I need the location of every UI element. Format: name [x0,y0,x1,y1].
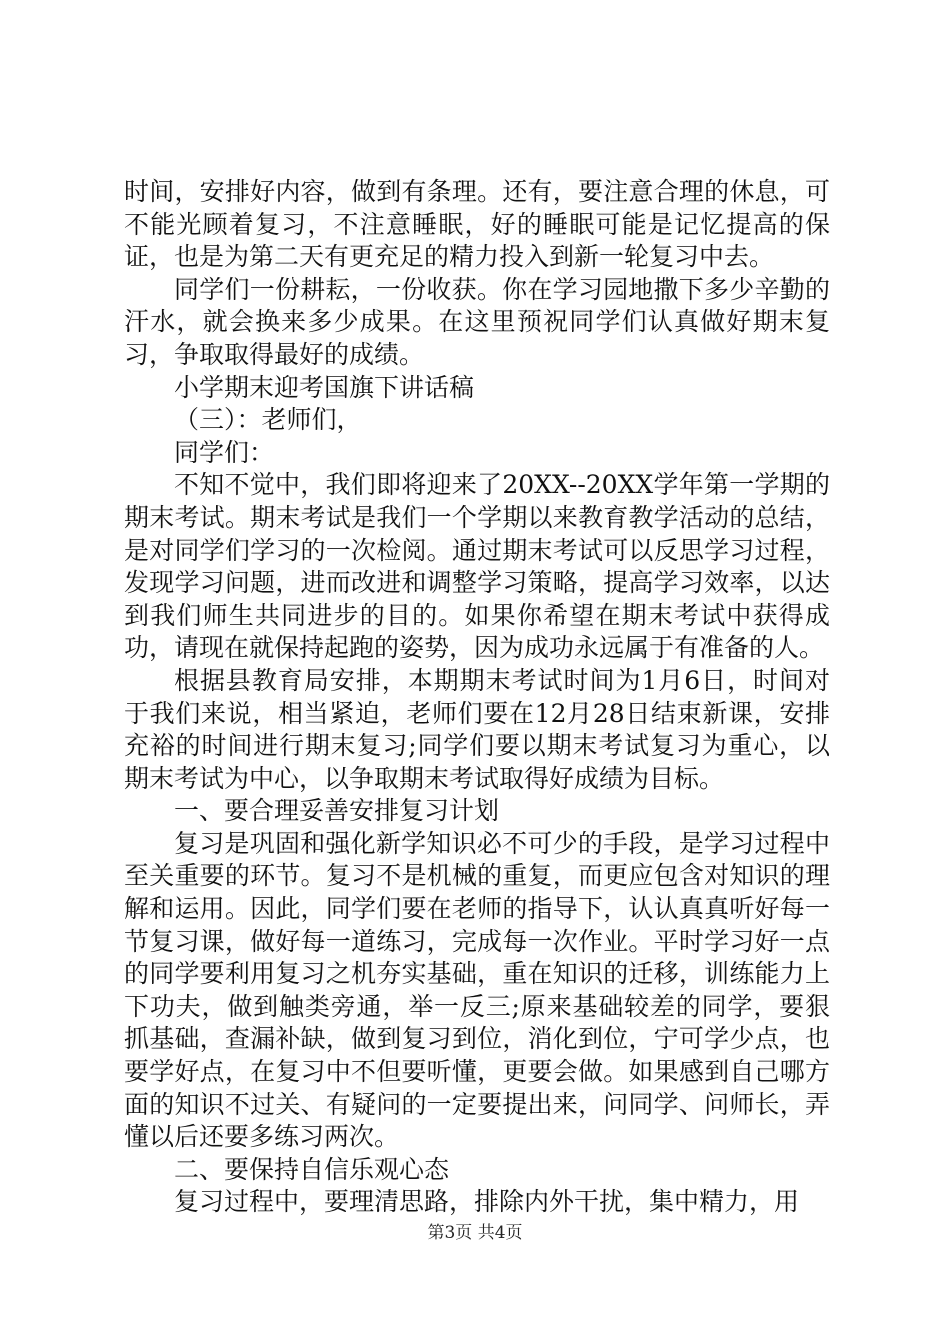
paragraph-mindset: 复习过程中，要理清思路，排除内外干扰，集中精力，用 [174,1187,800,1217]
page-number-footer: 第3页 共4页 [427,1223,523,1243]
paragraph-schedule: 根据县教育局安排，本期期末考试时间为1月6日，时间对于我们来说，相当紧迫，老师们要在12月28日结束新课，安排充裕的时间进行期末复习;同学们要以期末考试复习为重心，以期末考试为中心，以争取期末考试取得好成绩为目标。 [124,665,830,793]
section-heading-1: 一、要合理妥善安排复习计划 [174,796,500,826]
greeting-students: 同学们： [174,437,275,467]
document-body [124,176,830,1219]
section-heading-2: 二、要保持自信乐观心态 [174,1154,450,1184]
speech-title: 小学期末迎考国旗下讲话稿 [174,372,475,402]
paragraph-review: 复习是巩固和强化新学知识必不可少的手段，是学习过程中至关重要的环节。复习不是机械的重复，而更应包含对知识的理解和运用。因此，同学们要在老师的指导下，认认真真听好每一节复习课，做好每一道练习，完成每一次作业。平时学习好一点的同学要利用复习之机夯实基础，重在知识的迁移，训练能力上下功夫，做到触类旁通，举一反三;原来基础较差的同学，要狠抓基础，查漏补缺，做到复习到位，消化到位，宁可学少点，也要学好点，在复习中不但要听懂，更要会做。如果感到自己哪方面的知识不过关、有疑问的一定要提出来，问同学、问师长，弄懂以后还要多练习两次。 [124,828,830,1152]
paragraph-2: 同学们一份耕耘，一份收获。你在学习园地撒下多少辛勤的汗水，就会换来多少成果。在这里预祝同学们认真做好期末复习，争取取得最好的成绩。 [124,274,830,369]
paragraph-intro: 不知不觉中，我们即将迎来了20XX--20XX学年第一学期的期末考试。期末考试是我们一个学期以来教育教学活动的总结，是对同学们学习的一次检阅。通过期末考试可以反思学习过程，发现学习问题，进而改进和调整学习策略，提高学习效率，以达到我们师生共同进步的目的。如果你希望在期末考试中获得成功，请现在就保持起跑的姿势，因为成功永远属于有准备的人。 [124,470,830,663]
paragraph-1: 时间，安排好内容，做到有条理。还有，要注意合理的休息，可不能光顾着复习，不注意睡眠，好的睡眠可能是记忆提高的保证，也是为第二天有更充足的精力投入到新一轮复习中去。 [124,177,830,272]
greeting-teachers: （三）：老师们， [174,405,362,435]
